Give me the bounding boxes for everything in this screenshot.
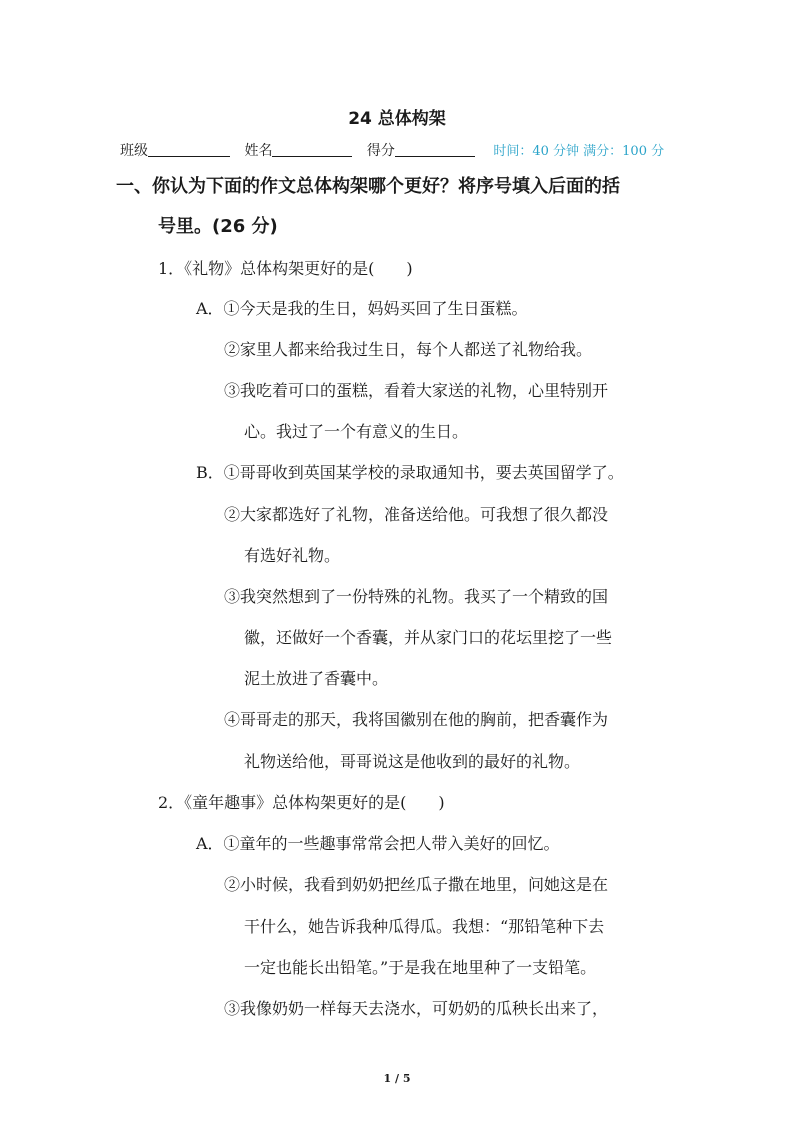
section-heading-line2: 号里。(26 分): [158, 216, 278, 237]
q1-option-b-line: 礼物送给他，哥哥说这是他收到的最好的礼物。: [244, 752, 581, 771]
q1-option-a-line: 心。我过了一个有意义的生日。: [244, 422, 469, 441]
q1-option-b-line: 徽，还做好一个香囊，并从家门口的花坛里挖了一些: [244, 628, 613, 647]
question-1-stem: 1．《礼物》总体构架更好的是( ): [158, 259, 413, 278]
q1-option-b-line: 有选好礼物。: [244, 546, 341, 565]
q2-option-a-line: ②小时候，我看到奶奶把丝瓜子撒在地里，问她这是在: [224, 875, 609, 894]
q2-option-a-line: 一定也能长出铅笔。”于是我在地里种了一支铅笔。: [244, 958, 597, 977]
class-blank: [148, 142, 230, 157]
name-label: 姓名: [244, 143, 273, 159]
q1-option-b-line: B．①哥哥收到英国某学校的录取通知书，要去英国留学了。: [196, 463, 624, 482]
q2-option-a-line: A．①童年的一些趣事常常会把人带入美好的回忆。: [196, 834, 560, 853]
class-label: 班级: [120, 143, 148, 159]
score-blank: [395, 142, 475, 157]
q2-option-a-line: 干什么，她告诉我种瓜得瓜。我想：“那铅笔种下去: [244, 917, 605, 936]
q1-option-b-line: 泥土放进了香囊中。: [244, 669, 389, 688]
page-number: 1 / 5: [383, 1072, 411, 1085]
q1-option-a-line: ②家里人都来给我过生日，每个人都送了礼物给我。: [224, 340, 593, 359]
student-info-line: [120, 140, 680, 160]
q1-option-b-line: ④哥哥走的那天，我将国徽别在他的胸前，把香囊作为: [224, 710, 609, 729]
score-label: 得分: [366, 143, 395, 159]
q1-option-b-line: ②大家都选好了礼物，准备送给他。可我想了很久都没: [224, 505, 609, 524]
time-score-info: 时间：40 分钟 满分：100 分: [493, 144, 665, 159]
q2-option-a-line: ③我像奶奶一样每天去浇水，可奶奶的瓜秧长出来了，: [224, 999, 609, 1018]
q1-option-b-line: ③我突然想到了一份特殊的礼物。我买了一个精致的国: [224, 587, 609, 606]
q1-option-a-line: A．①今天是我的生日，妈妈买回了生日蛋糕。: [196, 299, 528, 318]
name-blank: [272, 142, 352, 157]
q1-option-a-line: ③我吃着可口的蛋糕，看着大家送的礼物，心里特别开: [224, 381, 609, 400]
page-title: 24 总体构架: [348, 109, 446, 129]
section-heading-line1: 一、你认为下面的作文总体构架哪个更好？将序号填入后面的括: [116, 176, 620, 197]
question-2-stem: 2．《童年趣事》总体构架更好的是( ): [158, 793, 445, 812]
